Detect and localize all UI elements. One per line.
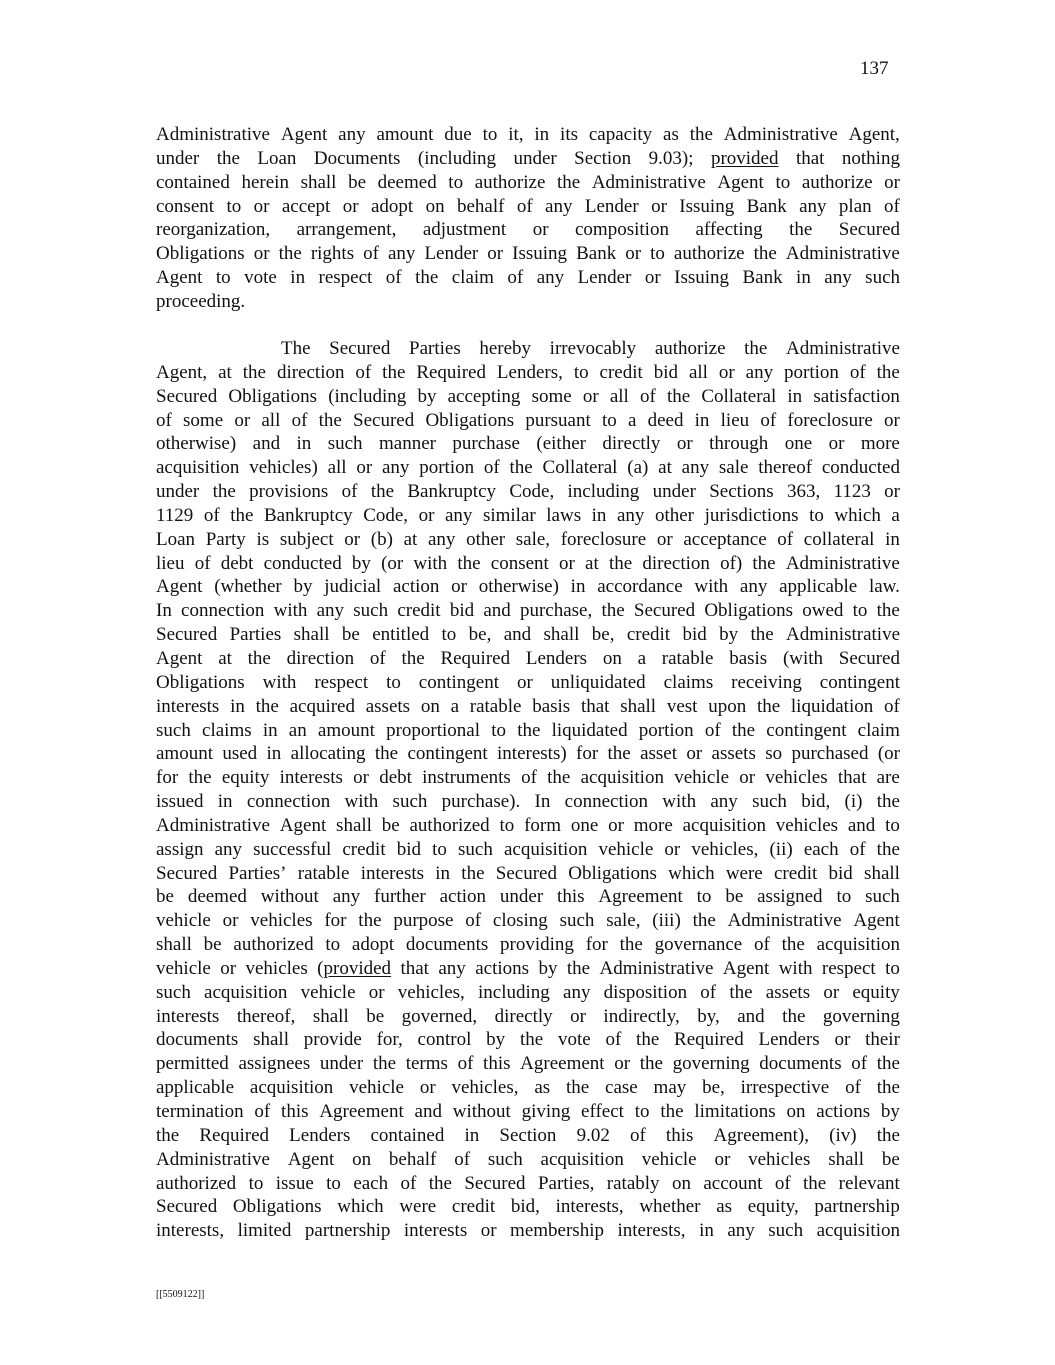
- paragraph-2: [156, 337, 900, 1243]
- text-line: such acquisition vehicle or vehicles, including any disposition of the assets or equity: [156, 981, 900, 1003]
- text-line: Administrative Agent any amount due to it, in its capacity as the Administrative Agent,: [156, 124, 900, 145]
- text-line: lieu of debt conducted by (or with the consent or at the direction of) the Administrative: [156, 552, 900, 574]
- text-line: Administrative Agent on behalf of such acquisition vehicle or vehicles shall be: [156, 1148, 900, 1170]
- text-line: termination of this Agreement and without giving effect to the limitations on actions by: [156, 1101, 900, 1122]
- text-line: interests in the acquired assets on a ratable basis that shall vest upon the liquidation of: [156, 695, 900, 717]
- text-line: Agent, at the direction of the Required Lenders, to credit bid all or any portion of the: [156, 361, 900, 383]
- text-line: Obligations with respect to contingent or unliquidated claims receiving contingent: [156, 671, 900, 693]
- text-line: Agent at the direction of the Required Lenders on a ratable basis (with Secured: [156, 647, 900, 669]
- text-line: reorganization, arrangement, adjustment or composition affecting the Secured: [156, 219, 900, 241]
- text-line: be deemed without any further action under this Agreement to be assigned to such: [156, 886, 900, 908]
- text-line: proceeding.: [156, 290, 246, 312]
- text-line: Secured Parties shall be entitled to be, and shall be, credit bid by the Administrative: [156, 624, 900, 646]
- text-line: such claims in an amount proportional to the liquidated portion of the contingent claim: [156, 719, 900, 741]
- text-line: for the equity interests or debt instruments of the acquisition vehicle or vehicles that are: [156, 767, 900, 789]
- text-line: authorized to issue to each of the Secured Parties, ratably on account of the relevant: [156, 1172, 900, 1194]
- text-line: Secured Parties’ ratable interests in the Secured Obligations which were credit bid shall: [156, 862, 900, 884]
- text-line: interests, limited partnership interests or membership interests, in any such acquisition: [156, 1220, 900, 1242]
- text-line: documents shall provide for, control by the vote of the Required Lenders or their: [156, 1029, 900, 1051]
- text-line: In connection with any such credit bid and purchase, the Secured Obligations owed to the: [156, 600, 900, 622]
- text-line: the Required Lenders contained in Section 9.02 of this Agreement), (iv) the: [156, 1124, 900, 1146]
- text-line: Obligations or the rights of any Lender or Issuing Bank or to authorize the Administrative: [156, 243, 900, 265]
- text-line: acquisition vehicles) all or any portion of the Collateral (a) at any sale thereof conducted: [156, 457, 900, 479]
- text-line: Secured Obligations which were credit bid, interests, whether as equity, partnership: [156, 1196, 900, 1218]
- text-line: Agent to vote in respect of the claim of any Lender or Issuing Bank in any such: [156, 267, 900, 289]
- text-line: permitted assignees under the terms of this Agreement or the governing documents of the: [156, 1053, 900, 1075]
- text-line: assign any successful credit bid to such acquisition vehicle or vehicles, (ii) each of the: [156, 838, 900, 860]
- page-number: 137: [860, 58, 889, 79]
- text-line: vehicle or vehicles for the purpose of closing such sale, (iii) the Administrative Agent: [156, 910, 900, 932]
- underlined-term: provided: [710, 147, 779, 169]
- text-line: under the provisions of the Bankruptcy Code, including under Sections 363, 1123 or: [156, 481, 900, 503]
- text-line: Secured Obligations (including by accepting some or all of the Collateral in satisfaction: [156, 385, 900, 407]
- text-line: interests thereof, shall be governed, directly or indirectly, by, and the governing: [156, 1005, 900, 1027]
- text-line: consent to or accept or adopt on behalf of any Lender or Issuing Bank any plan of: [156, 195, 900, 217]
- paragraph-1: [156, 123, 900, 314]
- text-line: Loan Party is subject or (b) at any other sale, foreclosure or acceptance of collateral in: [156, 528, 900, 550]
- text-line: Agent (whether by judicial action or otherwise) in accordance with any applicable law.: [156, 576, 900, 598]
- text-line: issued in connection with such purchase). In connection with any such bid, (i) the: [156, 791, 900, 813]
- underlined-term: provided: [323, 957, 392, 979]
- text-line: The Secured Parties hereby irrevocably authorize the Administrative: [281, 338, 900, 359]
- text-line: of some or all of the Secured Obligations pursuant to a deed in lieu of foreclosure or: [156, 409, 900, 431]
- text-line: amount used in allocating the contingent interests) for the asset or assets so purchased (or: [156, 743, 900, 765]
- text-line: applicable acquisition vehicle or vehicles, as the case may be, irrespective of the: [156, 1077, 900, 1099]
- text-line: 1129 of the Bankruptcy Code, or any similar laws in any other jurisdictions to which a: [156, 504, 900, 526]
- document-footer-id: [[5509122]]: [156, 1289, 205, 1300]
- text-line: vehicle or vehicles (provided that any actions by the Administrative Agent with respect to: [156, 957, 900, 979]
- text-line: shall be authorized to adopt documents providing for the governance of the acquisition: [156, 934, 900, 956]
- text-line: under the Loan Documents (including under Section 9.03); provided that nothing: [156, 147, 900, 169]
- text-line: Administrative Agent shall be authorized to form one or more acquisition vehicles and to: [156, 814, 900, 836]
- text-line: otherwise) and in such manner purchase (either directly or through one or more: [156, 433, 900, 455]
- text-line: contained herein shall be deemed to authorize the Administrative Agent to authorize or: [156, 171, 900, 193]
